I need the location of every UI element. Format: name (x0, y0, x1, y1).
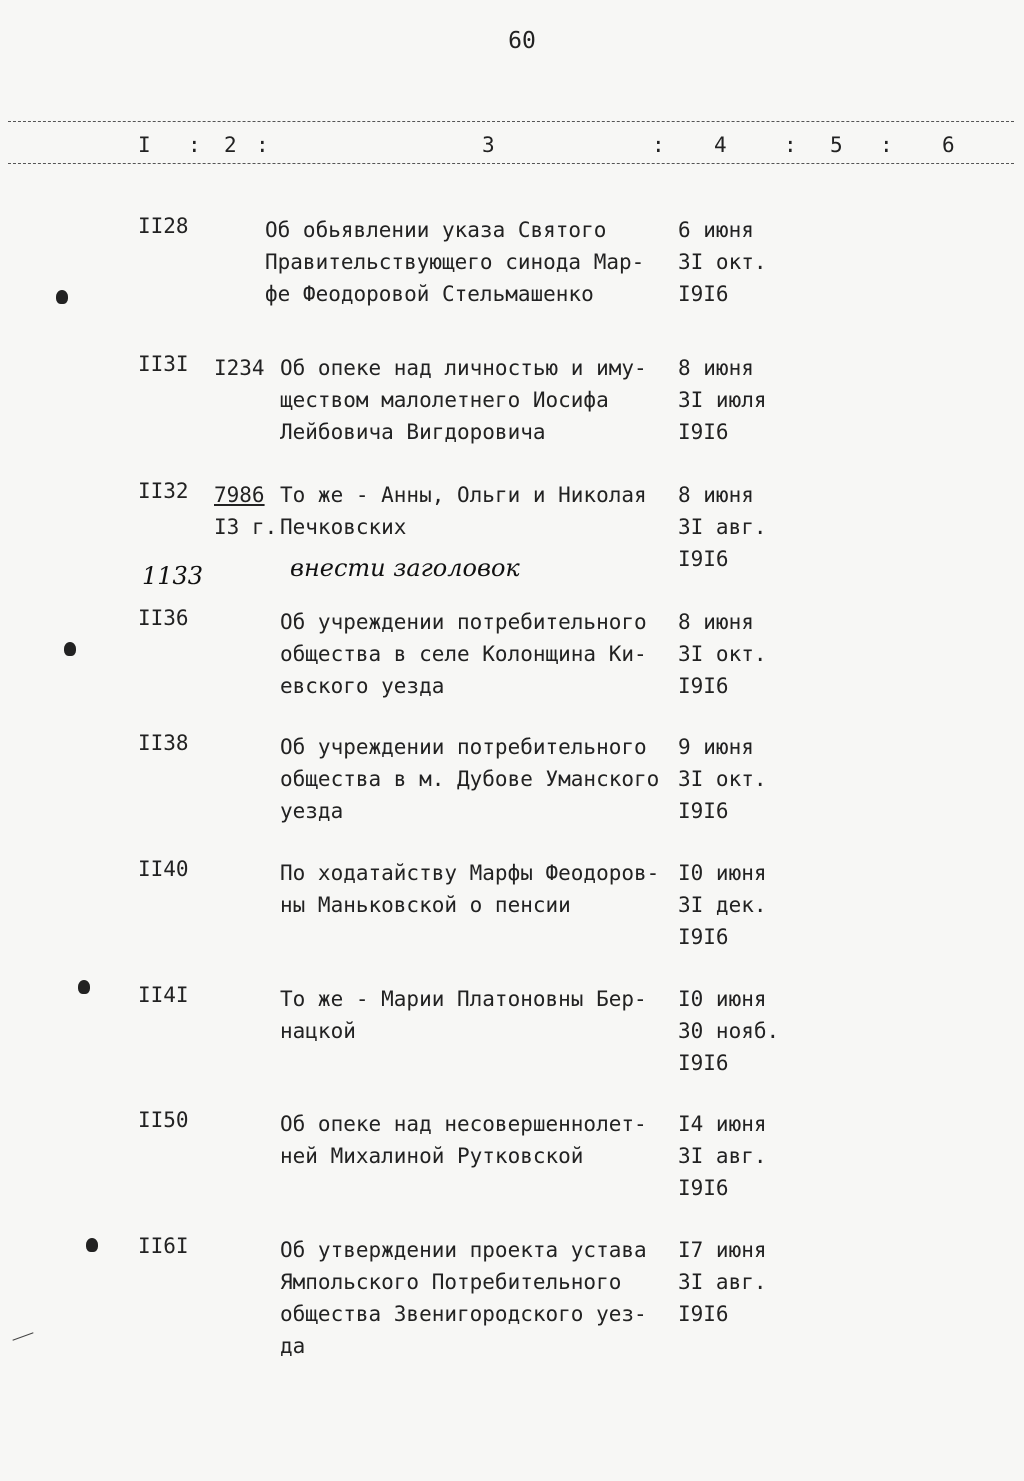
col-separator: : (784, 133, 797, 157)
col-1-label: I (138, 133, 151, 157)
entry-ref: I234 (214, 356, 265, 380)
column-header (0, 133, 1024, 163)
header-bottom-rule (8, 163, 1014, 164)
margin-stroke (12, 1332, 33, 1340)
col-6-label: 6 (942, 133, 955, 157)
entry-dates: 8 июня 3I авг. I9I6 (678, 483, 767, 571)
entry-number: II28 (138, 214, 189, 238)
entry-dates: I0 июня 30 нояб. I9I6 (678, 987, 780, 1075)
page-number: 60 (508, 28, 536, 54)
entry-number: II3I (138, 352, 189, 376)
col-separator: : (880, 133, 893, 157)
col-separator: : (256, 133, 269, 157)
entry-title: Об опеке над несовершеннолет- ней Михалиной Рутковской (280, 1112, 647, 1168)
col-4-label: 4 (714, 133, 727, 157)
entry-dates: 8 июня 3I июля I9I6 (678, 356, 767, 444)
entry-dates: I7 июня 3I авг. I9I6 (678, 1238, 767, 1326)
col-5-label: 5 (830, 133, 843, 157)
col-3-label: 3 (482, 133, 495, 157)
entry-dates: I0 июня 3I дек. I9I6 (678, 861, 767, 949)
entry-title: По ходатайству Марфы Феодоров- ны Маньковской о пенсии (280, 861, 660, 917)
entry-title: Об учреждении потребительного общества в м. Дубове Уманского уезда (280, 735, 660, 823)
entry-title: Об утверждении проекта устава Ямпольского Потребительного общества Звенигородского уез- да (280, 1238, 647, 1358)
col-2-label: 2 (224, 133, 237, 157)
col-separator: : (652, 133, 665, 157)
punch-hole-mark (64, 642, 76, 656)
entry-title: Об опеке над личностью и иму- ществом малолетнего Иосифа Лейбовича Вигдоровича (280, 356, 647, 444)
entry-number: II50 (138, 1108, 189, 1132)
entry-dates: 9 июня 3I окт. I9I6 (678, 735, 767, 823)
entry-title: То же - Марии Платоновны Бер- нацкой (280, 987, 647, 1043)
entry-ref: 7986 I3 г. (214, 483, 278, 539)
entry-number: II6I (138, 1234, 189, 1258)
punch-hole-mark (78, 980, 90, 994)
entry-dates: 6 июня 3I окт. I9I6 (678, 218, 767, 306)
handwritten-entry-number: 1133 (142, 562, 204, 590)
punch-hole-mark (56, 290, 68, 304)
header-top-rule (8, 121, 1014, 122)
entry-dates: 8 июня 3I окт. I9I6 (678, 610, 767, 698)
col-separator: : (188, 133, 201, 157)
entry-number: II40 (138, 857, 189, 881)
punch-hole-mark (86, 1238, 98, 1252)
entry-number: II4I (138, 983, 189, 1007)
entry-dates: I4 июня 3I авг. I9I6 (678, 1112, 767, 1200)
entry-title: Об учреждении потребительного общества в селе Колонщина Ки- евского уезда (280, 610, 647, 698)
entry-title: То же - Анны, Ольги и Николая Печковских (280, 483, 647, 539)
handwritten-note: внести заголовок (290, 554, 520, 582)
entry-number: II32 (138, 479, 189, 503)
entry-title: Об обьявлении указа Святого Правительствующего синода Мар- фе Феодоровой Стельмашенко (265, 218, 645, 306)
entry-number: II38 (138, 731, 189, 755)
entry-number: II36 (138, 606, 189, 630)
